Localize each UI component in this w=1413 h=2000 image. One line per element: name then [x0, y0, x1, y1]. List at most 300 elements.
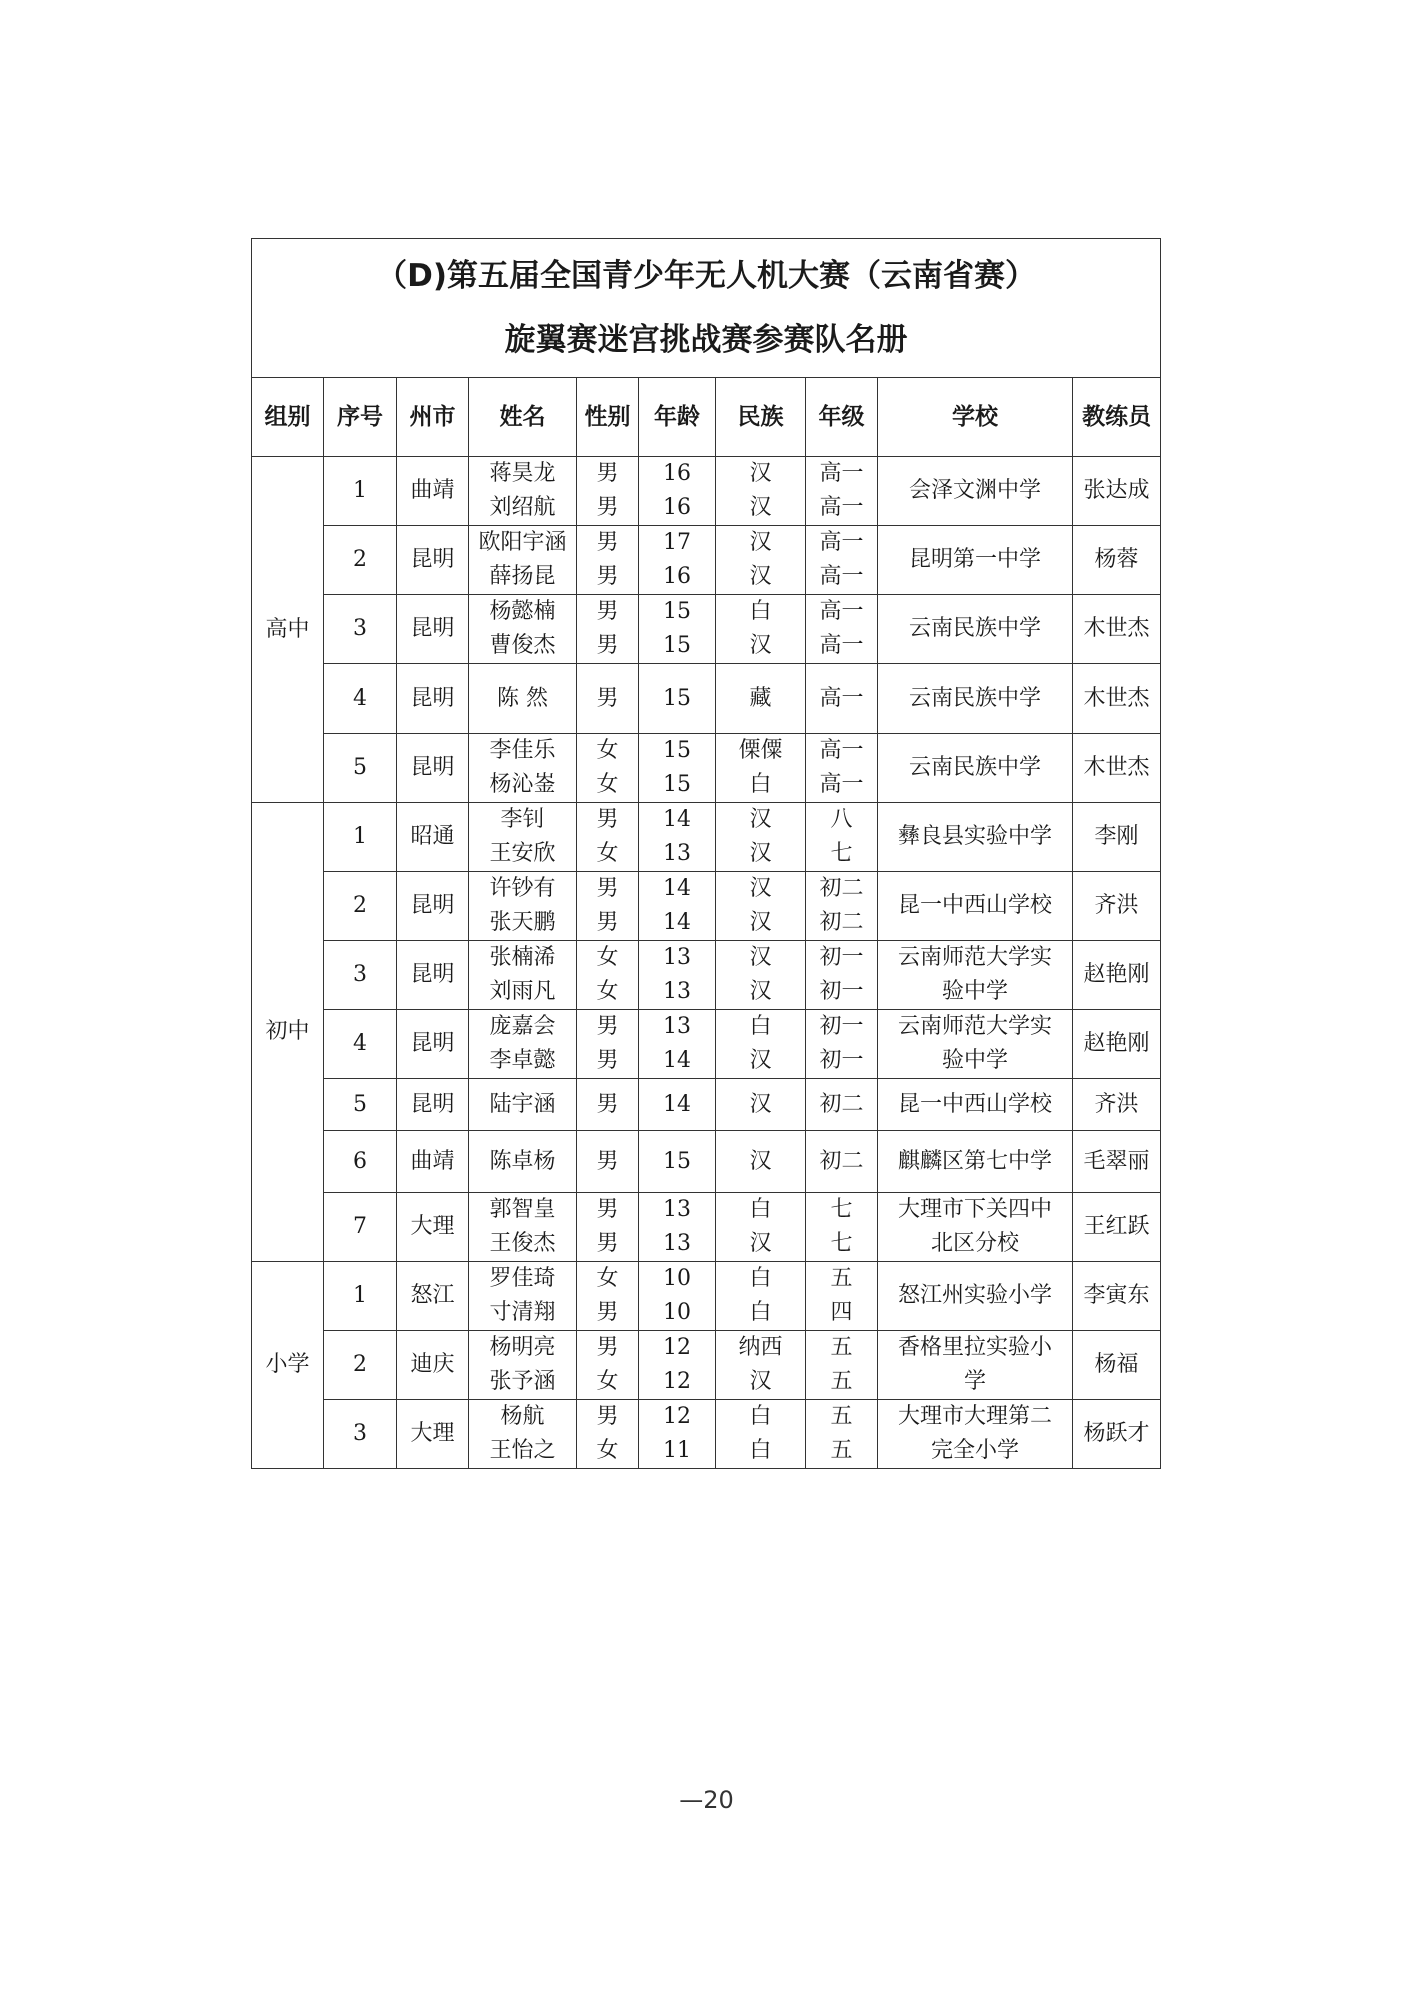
- gender-cell: [577, 595, 639, 664]
- number-cell: 6: [324, 1131, 397, 1193]
- name-cell: [469, 457, 577, 526]
- header-gender: 性别: [577, 378, 639, 457]
- title-line-2: 旋翼赛迷宫挑战赛参赛队名册: [504, 322, 908, 358]
- school-cell: [878, 1010, 1073, 1079]
- name-cell: [469, 872, 577, 941]
- grade-line: 七: [830, 841, 853, 866]
- grade-cell: [806, 1400, 878, 1469]
- age-cell: [639, 664, 716, 734]
- ethnicity-cell: [716, 1131, 806, 1193]
- age-line: 13: [663, 945, 691, 970]
- gender-line: 男: [596, 1335, 619, 1360]
- roster-table: [251, 238, 1161, 1469]
- grade-line: 七: [830, 1231, 853, 1256]
- school-cell: [878, 457, 1073, 526]
- table-row: [252, 1331, 1161, 1400]
- city-cell: 迪庆: [397, 1331, 469, 1400]
- name-line: 杨明亮: [489, 1335, 556, 1360]
- grade-line: 高一: [819, 685, 864, 711]
- grade-line: 初一: [819, 1048, 864, 1073]
- name-cell: [469, 1079, 577, 1131]
- grade-cell: [806, 734, 878, 803]
- name-line: 王怡之: [489, 1438, 556, 1463]
- city-cell: 曲靖: [397, 457, 469, 526]
- title-line-1: （D)第五届全国青少年无人机大赛（云南省赛）: [376, 258, 1037, 294]
- coach-cell: 木世杰: [1073, 595, 1161, 664]
- gender-cell: [577, 803, 639, 872]
- ethnicity-line: 藏: [749, 685, 772, 711]
- grade-line: 五: [830, 1404, 853, 1429]
- header-group: 组别: [252, 378, 324, 457]
- name-line: 曹俊杰: [489, 633, 556, 658]
- name-line: 张楠浠: [489, 945, 556, 970]
- age-cell: [639, 1079, 716, 1131]
- gender-cell: [577, 1079, 639, 1131]
- table-title: [252, 239, 1161, 378]
- name-line: 陆宇涵: [489, 1091, 556, 1117]
- city-cell: 昆明: [397, 941, 469, 1010]
- gender-line: 女: [596, 772, 619, 797]
- ethnicity-line: 傈僳: [738, 738, 783, 763]
- age-line: 10: [663, 1300, 691, 1325]
- number-cell: 1: [324, 803, 397, 872]
- gender-line: 男: [596, 495, 619, 520]
- name-line: 庞嘉会: [489, 1014, 556, 1039]
- ethnicity-line: 汉: [749, 945, 772, 970]
- ethnicity-line: 汉: [749, 1091, 772, 1117]
- ethnicity-line: 白: [749, 1197, 772, 1222]
- grade-line: 五: [830, 1335, 853, 1360]
- age-line: 16: [663, 461, 691, 486]
- ethnicity-line: 白: [749, 599, 772, 624]
- grade-line: 五: [830, 1266, 853, 1291]
- table-row: [252, 664, 1161, 734]
- school-line: 完全小学: [930, 1438, 1019, 1463]
- age-line: 11: [663, 1438, 691, 1463]
- grade-line: 高一: [819, 461, 864, 486]
- name-line: 陈 然: [497, 685, 548, 711]
- name-line: 郭智皇: [489, 1197, 556, 1222]
- city-cell: 昆明: [397, 664, 469, 734]
- table-row: [252, 1193, 1161, 1262]
- school-line: 昆明第一中学: [908, 547, 1041, 572]
- name-line: 欧阳宇涵: [478, 530, 567, 555]
- ethnicity-cell: [716, 872, 806, 941]
- ethnicity-cell: [716, 941, 806, 1010]
- gender-cell: [577, 1331, 639, 1400]
- table-row: [252, 457, 1161, 526]
- name-cell: [469, 1010, 577, 1079]
- grade-cell: [806, 595, 878, 664]
- name-line: 陈卓杨: [489, 1148, 556, 1174]
- gender-line: 女: [596, 979, 619, 1004]
- name-cell: [469, 803, 577, 872]
- school-line: 昆一中西山学校: [897, 1091, 1052, 1117]
- school-cell: [878, 1262, 1073, 1331]
- ethnicity-line: 汉: [749, 979, 772, 1004]
- age-cell: [639, 734, 716, 803]
- name-line: 王俊杰: [489, 1231, 556, 1256]
- gender-cell: [577, 1193, 639, 1262]
- grade-cell: [806, 1131, 878, 1193]
- age-line: 16: [663, 564, 691, 589]
- age-line: 14: [663, 876, 691, 901]
- name-line: 刘雨凡: [489, 979, 556, 1004]
- school-line: 云南民族中学: [908, 755, 1041, 780]
- grade-line: 高一: [819, 633, 864, 658]
- city-cell: 昆明: [397, 526, 469, 595]
- age-cell: [639, 595, 716, 664]
- age-line: 12: [663, 1369, 691, 1394]
- gender-line: 男: [596, 1148, 619, 1174]
- city-cell: 昆明: [397, 1079, 469, 1131]
- coach-cell: 木世杰: [1073, 734, 1161, 803]
- number-cell: 3: [324, 1400, 397, 1469]
- gender-line: 男: [596, 910, 619, 935]
- grade-cell: [806, 1193, 878, 1262]
- gender-line: 女: [596, 945, 619, 970]
- gender-line: 男: [596, 633, 619, 658]
- age-cell: [639, 1262, 716, 1331]
- header-ethnicity: 民族: [716, 378, 806, 457]
- grade-line: 高一: [819, 772, 864, 797]
- ethnicity-line: 汉: [749, 495, 772, 520]
- grade-cell: [806, 1262, 878, 1331]
- age-line: 14: [663, 1091, 691, 1117]
- school-cell: [878, 1079, 1073, 1131]
- grade-line: 初一: [819, 1014, 864, 1039]
- ethnicity-line: 白: [749, 1266, 772, 1291]
- coach-cell: 杨福: [1073, 1331, 1161, 1400]
- ethnicity-line: 白: [749, 1404, 772, 1429]
- grade-line: 初一: [819, 945, 864, 970]
- age-line: 15: [663, 738, 691, 763]
- ethnicity-line: 汉: [749, 530, 772, 555]
- title-row: [252, 239, 1161, 378]
- page-number: —20: [679, 1786, 734, 1814]
- school-cell: [878, 803, 1073, 872]
- ethnicity-line: 汉: [749, 1148, 772, 1174]
- ethnicity-cell: [716, 526, 806, 595]
- city-cell: 曲靖: [397, 1131, 469, 1193]
- grade-line: 高一: [819, 599, 864, 624]
- school-line: 验中学: [941, 979, 1008, 1004]
- number-cell: 2: [324, 526, 397, 595]
- name-cell: [469, 1400, 577, 1469]
- grade-cell: [806, 941, 878, 1010]
- school-line: 学: [963, 1369, 986, 1394]
- gender-cell: [577, 1400, 639, 1469]
- school-cell: [878, 1331, 1073, 1400]
- age-cell: [639, 526, 716, 595]
- grade-line: 八: [830, 807, 853, 832]
- header-grade: 年级: [806, 378, 878, 457]
- gender-line: 女: [596, 1369, 619, 1394]
- number-cell: 3: [324, 595, 397, 664]
- ethnicity-cell: [716, 734, 806, 803]
- name-cell: [469, 1131, 577, 1193]
- school-line: 北区分校: [930, 1231, 1019, 1256]
- grade-line: 四: [830, 1300, 853, 1325]
- age-line: 15: [663, 1148, 691, 1174]
- table-row: [252, 872, 1161, 941]
- name-line: 许钞有: [489, 876, 556, 901]
- number-cell: 1: [324, 457, 397, 526]
- grade-cell: [806, 803, 878, 872]
- gender-line: 男: [596, 685, 619, 711]
- school-line: 云南民族中学: [908, 616, 1041, 641]
- age-line: 12: [663, 1335, 691, 1360]
- age-line: 15: [663, 685, 691, 711]
- gender-line: 男: [596, 1404, 619, 1429]
- gender-line: 男: [596, 807, 619, 832]
- name-line: 杨航: [500, 1404, 545, 1429]
- number-cell: 1: [324, 1262, 397, 1331]
- age-cell: [639, 803, 716, 872]
- name-cell: [469, 664, 577, 734]
- header-age: 年龄: [639, 378, 716, 457]
- table-row: [252, 1131, 1161, 1193]
- table-row: [252, 1079, 1161, 1131]
- ethnicity-line: 汉: [749, 876, 772, 901]
- table-row: [252, 941, 1161, 1010]
- ethnicity-cell: [716, 664, 806, 734]
- gender-line: 男: [596, 1300, 619, 1325]
- ethnicity-line: 白: [749, 1014, 772, 1039]
- coach-cell: 张达成: [1073, 457, 1161, 526]
- grade-line: 高一: [819, 495, 864, 520]
- gender-line: 男: [596, 876, 619, 901]
- grade-line: 五: [830, 1438, 853, 1463]
- grade-line: 初一: [819, 979, 864, 1004]
- grade-line: 七: [830, 1197, 853, 1222]
- ethnicity-cell: [716, 1400, 806, 1469]
- grade-line: 高一: [819, 738, 864, 763]
- ethnicity-line: 汉: [749, 633, 772, 658]
- school-line: 昆一中西山学校: [897, 893, 1052, 918]
- school-cell: [878, 526, 1073, 595]
- city-cell: 大理: [397, 1400, 469, 1469]
- city-cell: 昭通: [397, 803, 469, 872]
- name-line: 李佳乐: [489, 738, 556, 763]
- coach-cell: 李刚: [1073, 803, 1161, 872]
- number-cell: 4: [324, 1010, 397, 1079]
- name-line: 杨懿楠: [489, 599, 556, 624]
- coach-cell: 齐洪: [1073, 872, 1161, 941]
- name-line: 蒋昊龙: [489, 461, 556, 486]
- name-line: 张天鹏: [489, 910, 556, 935]
- header-number: 序号: [324, 378, 397, 457]
- header-city: 州市: [397, 378, 469, 457]
- name-line: 寸清翔: [489, 1300, 556, 1325]
- coach-cell: 王红跃: [1073, 1193, 1161, 1262]
- name-cell: [469, 1331, 577, 1400]
- school-cell: [878, 1131, 1073, 1193]
- ethnicity-cell: [716, 1262, 806, 1331]
- name-cell: [469, 734, 577, 803]
- group-cell: 小学: [252, 1262, 324, 1469]
- gender-cell: [577, 526, 639, 595]
- ethnicity-line: 汉: [749, 910, 772, 935]
- name-cell: [469, 595, 577, 664]
- number-cell: 3: [324, 941, 397, 1010]
- grade-line: 初二: [819, 910, 864, 935]
- ethnicity-line: 汉: [749, 807, 772, 832]
- school-line: 彝良县实验中学: [897, 824, 1052, 849]
- school-line: 大理市下关四中: [897, 1197, 1052, 1222]
- number-cell: 5: [324, 1079, 397, 1131]
- gender-line: 女: [596, 1266, 619, 1291]
- group-cell: 高中: [252, 457, 324, 803]
- ethnicity-line: 纳西: [738, 1335, 783, 1360]
- number-cell: 2: [324, 872, 397, 941]
- ethnicity-line: 汉: [749, 461, 772, 486]
- ethnicity-cell: [716, 1331, 806, 1400]
- number-cell: 4: [324, 664, 397, 734]
- gender-line: 男: [596, 461, 619, 486]
- number-cell: 5: [324, 734, 397, 803]
- age-line: 13: [663, 841, 691, 866]
- gender-line: 女: [596, 1438, 619, 1463]
- school-cell: [878, 1193, 1073, 1262]
- grade-line: 五: [830, 1369, 853, 1394]
- table-row: [252, 595, 1161, 664]
- school-line: 麒麟区第七中学: [897, 1148, 1052, 1174]
- gender-line: 男: [596, 530, 619, 555]
- coach-cell: 木世杰: [1073, 664, 1161, 734]
- gender-cell: [577, 1131, 639, 1193]
- ethnicity-cell: [716, 1193, 806, 1262]
- grade-line: 高一: [819, 564, 864, 589]
- coach-cell: 赵艳刚: [1073, 1010, 1161, 1079]
- ethnicity-cell: [716, 803, 806, 872]
- grade-line: 高一: [819, 530, 864, 555]
- coach-cell: 李寅东: [1073, 1262, 1161, 1331]
- grade-cell: [806, 1010, 878, 1079]
- gender-line: 男: [596, 564, 619, 589]
- school-cell: [878, 941, 1073, 1010]
- school-line: 云南师范大学实: [897, 945, 1052, 970]
- gender-line: 女: [596, 841, 619, 866]
- school-line: 怒江州实验小学: [897, 1283, 1052, 1308]
- age-line: 13: [663, 1231, 691, 1256]
- school-line: 香格里拉实验小: [897, 1335, 1052, 1360]
- age-line: 14: [663, 1048, 691, 1073]
- grade-line: 初二: [819, 1148, 864, 1174]
- name-line: 王安欣: [489, 841, 556, 866]
- header-coach: 教练员: [1073, 378, 1161, 457]
- city-cell: 怒江: [397, 1262, 469, 1331]
- grade-cell: [806, 664, 878, 734]
- city-cell: 昆明: [397, 734, 469, 803]
- age-line: 15: [663, 633, 691, 658]
- name-cell: [469, 941, 577, 1010]
- grade-cell: [806, 1079, 878, 1131]
- ethnicity-line: 白: [749, 1300, 772, 1325]
- name-line: 李钊: [500, 807, 545, 832]
- name-line: 罗佳琦: [489, 1266, 556, 1291]
- name-line: 张予涵: [489, 1369, 556, 1394]
- age-cell: [639, 1400, 716, 1469]
- ethnicity-cell: [716, 457, 806, 526]
- coach-cell: 齐洪: [1073, 1079, 1161, 1131]
- gender-cell: [577, 457, 639, 526]
- grade-line: 初二: [819, 1091, 864, 1117]
- ethnicity-line: 汉: [749, 1231, 772, 1256]
- age-line: 16: [663, 495, 691, 520]
- table-row: [252, 803, 1161, 872]
- age-cell: [639, 872, 716, 941]
- gender-cell: [577, 872, 639, 941]
- grade-cell: [806, 1331, 878, 1400]
- gender-line: 男: [596, 599, 619, 624]
- gender-cell: [577, 1262, 639, 1331]
- ethnicity-cell: [716, 595, 806, 664]
- header-row: [252, 378, 1161, 457]
- school-cell: [878, 734, 1073, 803]
- school-line: 大理市大理第二: [897, 1404, 1052, 1429]
- header-school: 学校: [878, 378, 1073, 457]
- name-line: 杨沁崟: [489, 772, 556, 797]
- number-cell: 2: [324, 1331, 397, 1400]
- table-row: [252, 526, 1161, 595]
- grade-cell: [806, 526, 878, 595]
- header-name: 姓名: [469, 378, 577, 457]
- gender-cell: [577, 734, 639, 803]
- table-row: [252, 1010, 1161, 1079]
- age-line: 10: [663, 1266, 691, 1291]
- ethnicity-line: 白: [749, 772, 772, 797]
- table-row: [252, 1400, 1161, 1469]
- age-cell: [639, 941, 716, 1010]
- school-line: 验中学: [941, 1048, 1008, 1073]
- gender-line: 男: [596, 1231, 619, 1256]
- school-cell: [878, 872, 1073, 941]
- gender-line: 男: [596, 1091, 619, 1117]
- school-line: 会泽文渊中学: [908, 478, 1041, 503]
- age-line: 13: [663, 979, 691, 1004]
- school-cell: [878, 664, 1073, 734]
- age-cell: [639, 1010, 716, 1079]
- name-cell: [469, 1262, 577, 1331]
- name-line: 刘绍航: [489, 495, 556, 520]
- city-cell: 昆明: [397, 595, 469, 664]
- age-line: 14: [663, 807, 691, 832]
- age-cell: [639, 1131, 716, 1193]
- age-line: 17: [663, 530, 691, 555]
- city-cell: 大理: [397, 1193, 469, 1262]
- ethnicity-line: 汉: [749, 564, 772, 589]
- name-line: 李卓懿: [489, 1048, 556, 1073]
- name-cell: [469, 1193, 577, 1262]
- coach-cell: 杨跃才: [1073, 1400, 1161, 1469]
- number-cell: 7: [324, 1193, 397, 1262]
- name-cell: [469, 526, 577, 595]
- grade-cell: [806, 457, 878, 526]
- group-cell: 初中: [252, 803, 324, 1262]
- age-line: 15: [663, 772, 691, 797]
- age-cell: [639, 1193, 716, 1262]
- city-cell: 昆明: [397, 872, 469, 941]
- name-line: 薛扬昆: [489, 564, 556, 589]
- grade-cell: [806, 872, 878, 941]
- ethnicity-cell: [716, 1010, 806, 1079]
- gender-line: 男: [596, 1197, 619, 1222]
- gender-line: 男: [596, 1048, 619, 1073]
- gender-line: 男: [596, 1014, 619, 1039]
- school-line: 云南民族中学: [908, 685, 1041, 711]
- ethnicity-line: 汉: [749, 1369, 772, 1394]
